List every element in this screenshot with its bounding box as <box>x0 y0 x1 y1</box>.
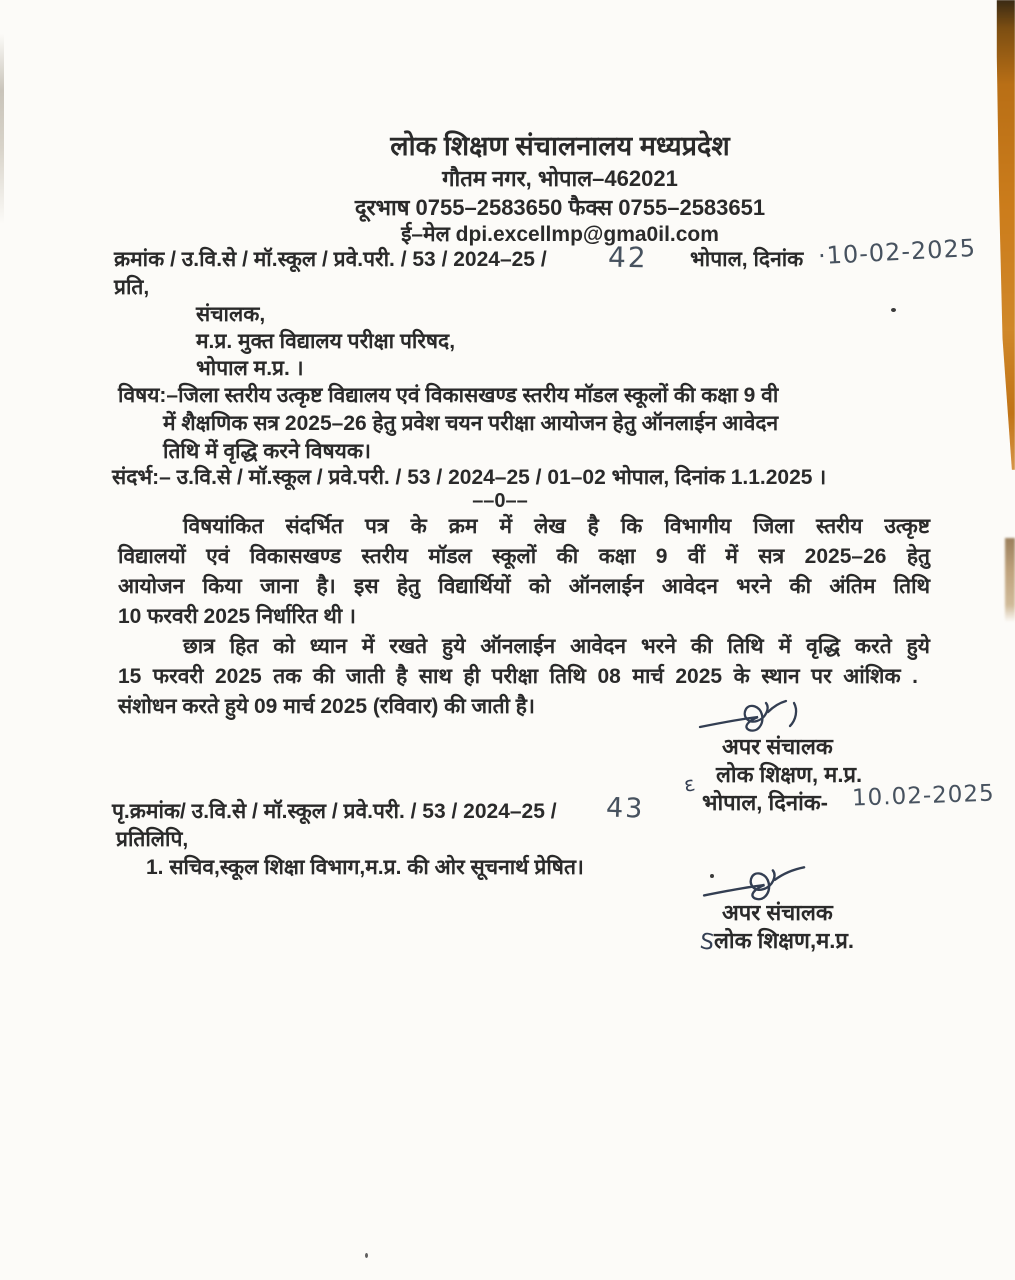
scan-edge-left-shadow <box>0 34 4 224</box>
copy-label: प्रतिलिपि, <box>116 828 189 851</box>
addressee-line-3: भोपाल म.प्र. । <box>196 357 304 380</box>
body-para1-line2: विद्यालयों एवं विकासखण्ड स्तरीय मॉडल स्कूलों की कक्षा 9 वीं में सत्र 2025–26 हेतु <box>118 545 930 568</box>
body-para1-line1: विषयांकित संदर्भित पत्र के क्रम में लेख है कि विभागीय जिला स्तरीय उत्कृष्ट <box>183 515 930 538</box>
addressee-line-2: म.प्र. मुक्त विद्यालय परीक्षा परिषद, <box>196 330 456 353</box>
reference-line: संदर्भ:– उ.वि.से / मॉ.स्कूल / प्रवे.परी. / 53 / 2024–25 / 01–02 भोपाल, दिनांक 1.1.2025 । <box>112 466 827 489</box>
separator: ––0–– <box>472 490 528 512</box>
body-para2-line1: छात्र हित को ध्यान में रखते हुये ऑनलाईन आवेदन भरने की तिथि में वृद्धि करते हुये <box>183 635 930 658</box>
ref-number-handwritten: 42 <box>607 240 648 275</box>
letterhead-address: गौतम नगर, भोपाल–462021 <box>442 166 678 191</box>
signature1-pen-mark: ε <box>681 771 697 797</box>
ink-speck <box>891 308 896 312</box>
ref-number-printed: क्रमांक / उ.वि.से / मॉ.स्कूल / प्रवे.परी. / 53 / 2024–25 / <box>114 248 547 271</box>
addressee-line-1: संचालक, <box>196 303 266 326</box>
signature1-place-date-label: भोपाल, दिनांक- <box>702 790 829 815</box>
body-para1-line3: आयोजन किया जाना है। इस हेतु विद्यार्थियों को ऑनलाईन आवेदन भरने की अंतिम तिथि <box>118 575 930 598</box>
body-para2-line2: 15 फरवरी 2025 तक की जाती है साथ ही परीक्षा तिथि 08 मार्च 2025 के स्थान पर आंशिक . <box>118 665 918 688</box>
ink-speck <box>365 1253 368 1258</box>
body-para2-line3: संशोधन करते हुये 09 मार्च 2025 (रविवार) की जाती है। <box>118 695 535 718</box>
subject-line-3: तिथि में वृद्धि करने विषयक। <box>163 440 371 463</box>
endorsement-number-printed: पृ.क्रमांक/ उ.वि.से / मॉ.स्कूल / प्रवे.परी. / 53 / 2024–25 / <box>112 800 557 823</box>
copy-item-1: 1. सचिव,स्कूल शिक्षा विभाग,म.प्र. की ओर सूचनार्थ प्रेषित। <box>146 856 584 879</box>
signature2-designation: अपर संचालक <box>722 900 833 925</box>
letterhead-org-name: लोक शिक्षण संचालनालय मध्यप्रदेश <box>390 131 730 161</box>
endorsement-number-handwritten: 43 <box>605 792 645 825</box>
letterhead-email: ई–मेल dpi.excellmp@gma0il.com <box>401 223 719 246</box>
date-handwritten: ·10-02-2025 <box>817 233 977 271</box>
salutation: प्रति, <box>114 276 150 299</box>
signature1-date-handwritten: 10.02-2025 <box>851 780 996 812</box>
signature1-scribble <box>698 698 818 738</box>
signature2-org: लोक शिक्षण,म.प्र. <box>714 928 854 953</box>
scan-edge-smudge <box>1005 538 1015 622</box>
subject-line-2: में शैक्षणिक सत्र 2025–26 हेतु प्रवेश चयन परीक्षा आयोजन हेतु ऑनलाईन आवेदन <box>163 412 779 435</box>
body-para1-line4: 10 फरवरी 2025 निर्धारित थी । <box>118 605 356 628</box>
signature1-org: लोक शिक्षण, म.प्र. <box>716 762 863 787</box>
place-date-label: भोपाल, दिनांक <box>690 248 804 271</box>
signature1-designation: अपर संचालक <box>722 734 833 759</box>
letterhead-phone-fax: दूरभाष 0755–2583650 फैक्स 0755–2583651 <box>354 195 766 220</box>
subject-line-1: विषय:–जिला स्तरीय उत्कृष्ट विद्यालय एवं विकासखण्ड स्तरीय मॉडल स्कूलों की कक्षा 9 वी <box>118 384 779 407</box>
signature2-pen-mark: S <box>698 929 716 956</box>
